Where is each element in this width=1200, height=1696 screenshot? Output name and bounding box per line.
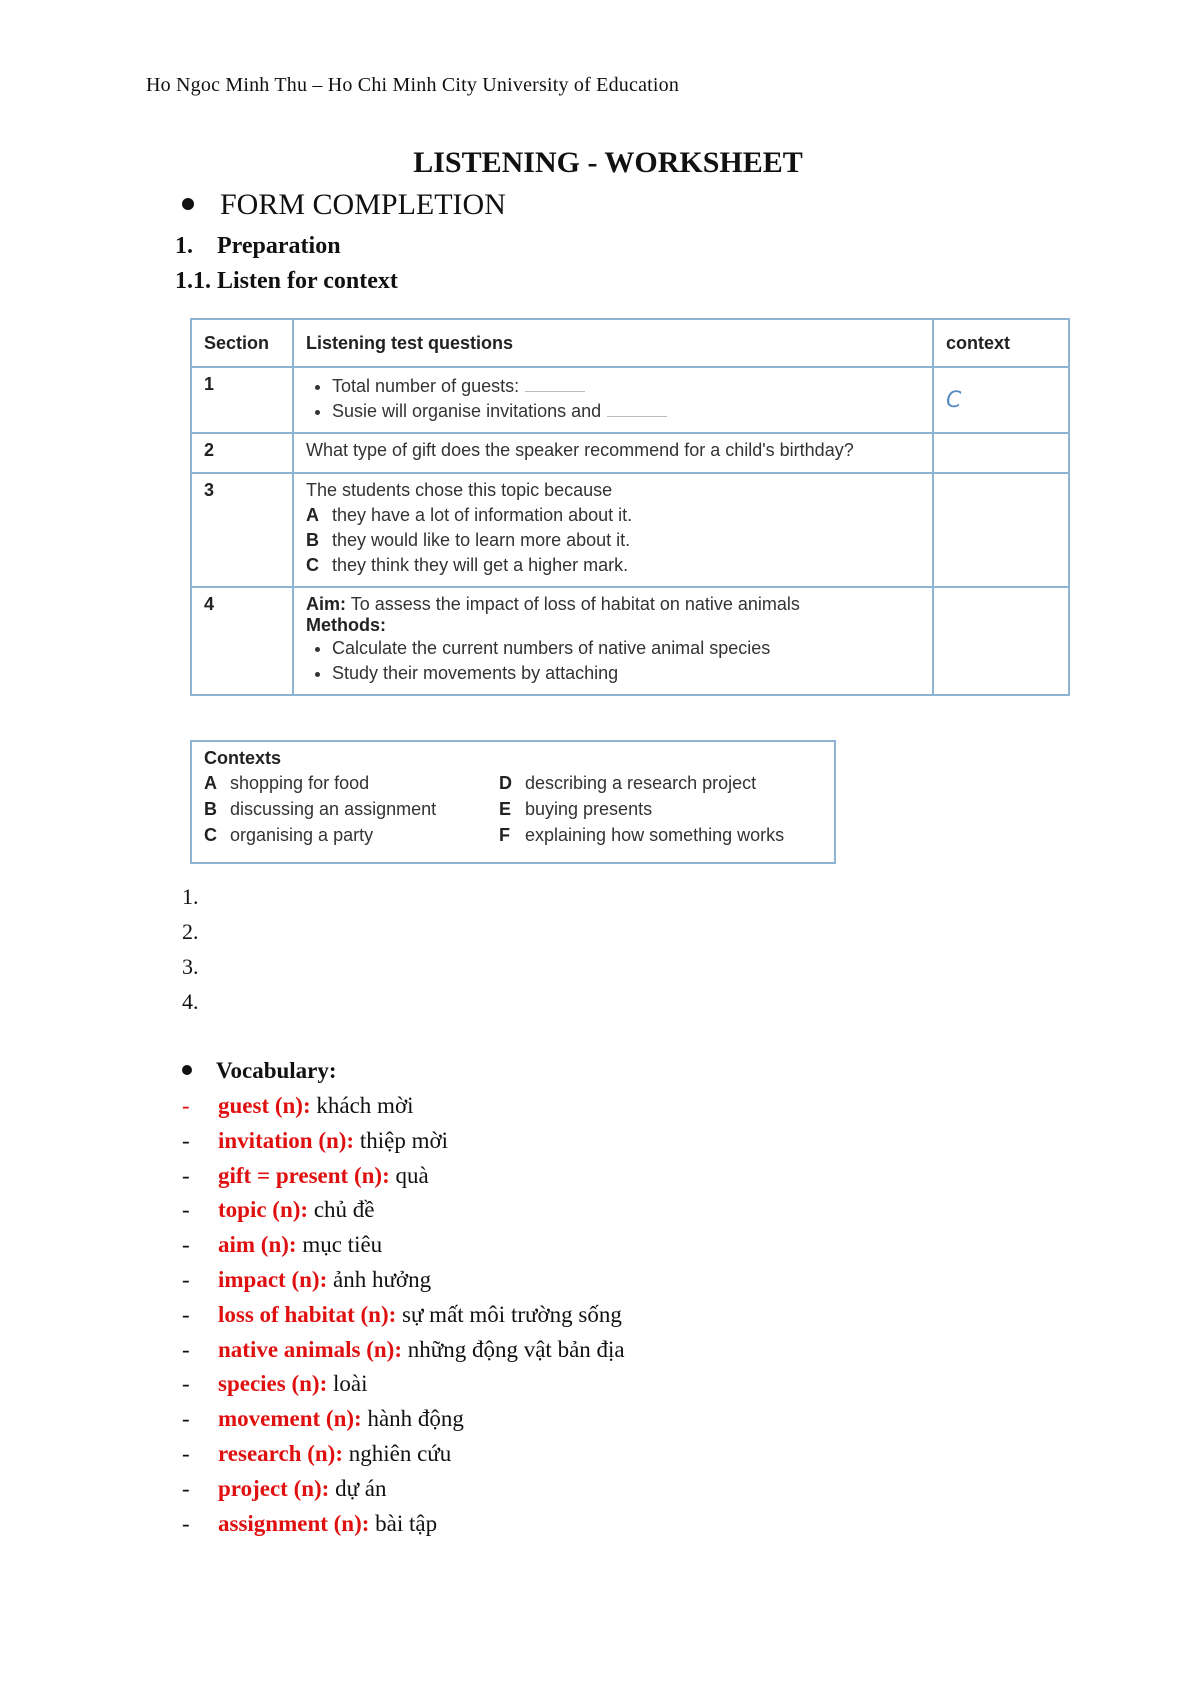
list-item: - assignment (n): bài tập bbox=[182, 1510, 438, 1536]
option-c: C they think they will get a higher mark. bbox=[306, 555, 629, 575]
table-header-row bbox=[191, 319, 1069, 367]
contexts-box bbox=[190, 740, 836, 864]
list-item: - aim (n): mục tiêu bbox=[182, 1232, 383, 1258]
question-text: The students chose this topic because bbox=[306, 480, 613, 500]
context-cell bbox=[933, 587, 1069, 695]
list-item: • Study their movements by attaching bbox=[332, 663, 920, 684]
section-heading: FORM COMPLETION bbox=[182, 188, 506, 222]
question-cell bbox=[293, 587, 933, 695]
section-number: 2 bbox=[191, 433, 293, 473]
table-row bbox=[191, 473, 1069, 587]
option-b: B they would like to learn more about it. bbox=[306, 530, 631, 550]
vocabulary-heading: Vocabulary: bbox=[182, 1058, 337, 1084]
list-item: - research (n): nghiên cứu bbox=[182, 1440, 452, 1466]
list-item: • Total number of guests: bbox=[332, 376, 920, 397]
subsection-heading: 1.1. Listen for context bbox=[175, 268, 398, 294]
answer-line: 2. bbox=[182, 919, 199, 944]
list-item: - topic (n): chủ đề bbox=[182, 1197, 375, 1223]
table-row bbox=[191, 367, 1069, 433]
preparation-heading: 1. Preparation bbox=[175, 233, 341, 259]
list-item: • Calculate the current numbers of native animal species bbox=[332, 638, 920, 659]
list-item: - movement (n): hành động bbox=[182, 1406, 464, 1432]
methods-label: Methods: bbox=[306, 615, 386, 635]
context-cell bbox=[933, 433, 1069, 473]
list-item: - invitation (n): thiệp mời bbox=[182, 1127, 449, 1153]
answer-blank bbox=[525, 391, 585, 392]
answer-line: 3. bbox=[182, 954, 199, 979]
bullet-icon bbox=[182, 1065, 192, 1075]
option-a: A they have a lot of information about it. bbox=[306, 505, 633, 525]
context-option: C organising a party bbox=[204, 825, 374, 845]
list-item: - impact (n): ảnh hưởng bbox=[182, 1266, 432, 1292]
context-cell bbox=[933, 367, 1069, 433]
header-context: context bbox=[933, 319, 1069, 367]
aim-line: Aim: To assess the impact of loss of habitat on native animals bbox=[306, 594, 800, 614]
vocabulary-list bbox=[182, 1093, 625, 1545]
question-cell bbox=[293, 367, 933, 433]
context-option: E buying presents bbox=[499, 799, 653, 819]
section-number: 1 bbox=[191, 367, 293, 433]
list-item: - native animals (n): những động vật bản địa bbox=[182, 1336, 625, 1362]
list-item: - project (n): dự án bbox=[182, 1475, 387, 1501]
bullet-icon bbox=[182, 198, 194, 210]
context-option: F explaining how something works bbox=[499, 825, 785, 845]
page-title: LISTENING - WORKSHEET bbox=[413, 146, 803, 179]
page-header: Ho Ngoc Minh Thu – Ho Chi Minh City University of Education bbox=[146, 74, 680, 96]
contexts-title: Contexts bbox=[204, 748, 282, 768]
context-option: A shopping for food bbox=[204, 773, 370, 793]
table-row bbox=[191, 433, 1069, 473]
question-cell: What type of gift does the speaker recommend for a child's birthday? bbox=[293, 433, 933, 473]
context-cell bbox=[933, 473, 1069, 587]
section-number: 3 bbox=[191, 473, 293, 587]
table-row bbox=[191, 587, 1069, 695]
section-number: 4 bbox=[191, 587, 293, 695]
list-item: - guest (n): khách mời bbox=[182, 1093, 414, 1118]
header-questions: Listening test questions bbox=[293, 319, 933, 367]
questions-table bbox=[190, 318, 1070, 696]
answer-blank bbox=[607, 416, 667, 417]
answer-line: 1. bbox=[182, 884, 199, 909]
answer-list bbox=[182, 884, 199, 1024]
header-section: Section bbox=[191, 319, 293, 367]
context-answer: C bbox=[946, 387, 962, 413]
list-item: - gift = present (n): quà bbox=[182, 1162, 429, 1188]
context-option: B discussing an assignment bbox=[204, 799, 437, 819]
list-item: - loss of habitat (n): sự mất môi trường sống bbox=[182, 1301, 622, 1327]
context-option: D describing a research project bbox=[499, 773, 757, 793]
list-item: • Susie will organise invitations and bbox=[332, 401, 920, 422]
list-item: - species (n): loài bbox=[182, 1371, 368, 1397]
question-cell bbox=[293, 473, 933, 587]
answer-line: 4. bbox=[182, 989, 199, 1014]
